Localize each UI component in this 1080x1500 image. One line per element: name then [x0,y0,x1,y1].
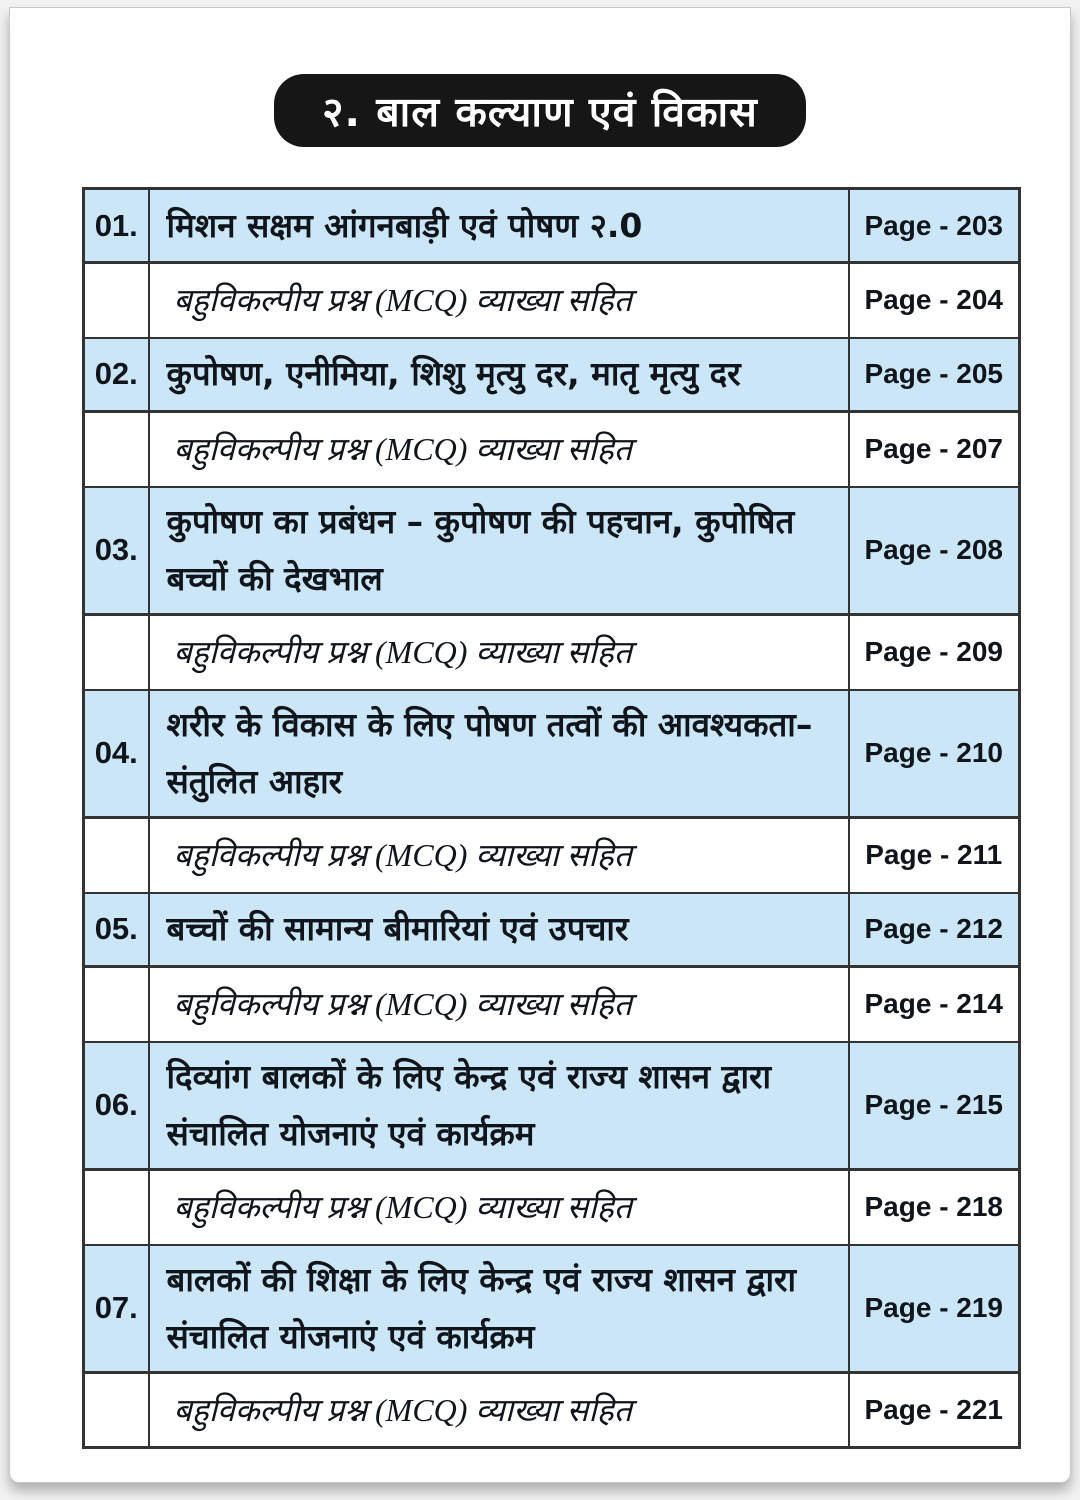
table-of-contents [82,187,1021,1449]
toc-mcq-number-empty [84,1170,149,1245]
toc-mcq-label: बहुविकल्पीय प्रश्न (MCQ) व्याख्या सहित [149,967,849,1042]
toc-mcq-page: Page - 204 [849,263,1020,338]
toc-mcq-page: Page - 209 [849,615,1020,690]
toc-mcq-number-empty [84,412,149,487]
toc-mcq-number-empty [84,967,149,1042]
toc-mcq-number-empty [84,818,149,893]
toc-entry-title: कुपोषण, एनीमिया, शिशु मृत्यु दर, मातृ मृत्यु दर [149,338,849,412]
toc-entry-page: Page - 203 [849,189,1020,263]
toc-mcq-label: बहुविकल्पीय प्रश्न (MCQ) व्याख्या सहित [149,1170,849,1245]
toc-entry-page: Page - 219 [849,1245,1020,1373]
toc-entry-page: Page - 212 [849,893,1020,967]
toc-mcq-page: Page - 207 [849,412,1020,487]
toc-entry-number: 05. [84,893,149,967]
toc-mcq-row [84,412,1020,487]
toc-entry-row [84,1245,1020,1373]
toc-mcq-page: Page - 221 [849,1373,1020,1448]
toc-mcq-row [84,1373,1020,1448]
toc-entry-title: दिव्यांग बालकों के लिए केन्द्र एवं राज्य शासन द्वारा संचालित योजनाएं एवं कार्यक्रम [149,1042,849,1170]
toc-entry-row [84,893,1020,967]
toc-entry-number: 01. [84,189,149,263]
toc-entry-number: 04. [84,690,149,818]
toc-mcq-row [84,263,1020,338]
toc-entry-page: Page - 210 [849,690,1020,818]
toc-entry-row [84,189,1020,263]
toc-mcq-row [84,967,1020,1042]
toc-entry-row [84,1042,1020,1170]
toc-mcq-label: बहुविकल्पीय प्रश्न (MCQ) व्याख्या सहित [149,412,849,487]
toc-mcq-label: बहुविकल्पीय प्रश्न (MCQ) व्याख्या सहित [149,818,849,893]
toc-entry-title: कुपोषण का प्रबंधन – कुपोषण की पहचान, कुपोषित बच्चों की देखभाल [149,487,849,615]
toc-mcq-number-empty [84,263,149,338]
toc-entry-title: मिशन सक्षम आंगनबाड़ी एवं पोषण २.0 [149,189,849,263]
toc-entry-page: Page - 208 [849,487,1020,615]
toc-entry-page: Page - 205 [849,338,1020,412]
toc-entry-row [84,338,1020,412]
toc-mcq-page: Page - 211 [849,818,1020,893]
toc-entry-number: 06. [84,1042,149,1170]
toc-entry-page: Page - 215 [849,1042,1020,1170]
chapter-title-pill [274,74,806,147]
toc-mcq-page: Page - 214 [849,967,1020,1042]
toc-mcq-label: बहुविकल्पीय प्रश्न (MCQ) व्याख्या सहित [149,615,849,690]
toc-mcq-row [84,1170,1020,1245]
toc-mcq-label: बहुविकल्पीय प्रश्न (MCQ) व्याख्या सहित [149,1373,849,1448]
scanned-book-page [9,7,1071,1483]
toc-entry-title: बच्चों की सामान्य बीमारियां एवं उपचार [149,893,849,967]
toc-mcq-row [84,615,1020,690]
toc-entry-row [84,487,1020,615]
toc-mcq-number-empty [84,615,149,690]
toc-entry-number: 07. [84,1245,149,1373]
toc-mcq-number-empty [84,1373,149,1448]
toc-mcq-page: Page - 218 [849,1170,1020,1245]
toc-entry-number: 03. [84,487,149,615]
toc-entry-number: 02. [84,338,149,412]
toc-mcq-row [84,818,1020,893]
toc-mcq-label: बहुविकल्पीय प्रश्न (MCQ) व्याख्या सहित [149,263,849,338]
toc-entry-title: शरीर के विकास के लिए पोषण तत्वों की आवश्यकता– संतुलित आहार [149,690,849,818]
chapter-title: २. बाल कल्याण एवं विकास [322,87,758,136]
toc-entry-row [84,690,1020,818]
toc-entry-title: बालकों की शिक्षा के लिए केन्द्र एवं राज्य शासन द्वारा संचालित योजनाएं एवं कार्यक्रम [149,1245,849,1373]
